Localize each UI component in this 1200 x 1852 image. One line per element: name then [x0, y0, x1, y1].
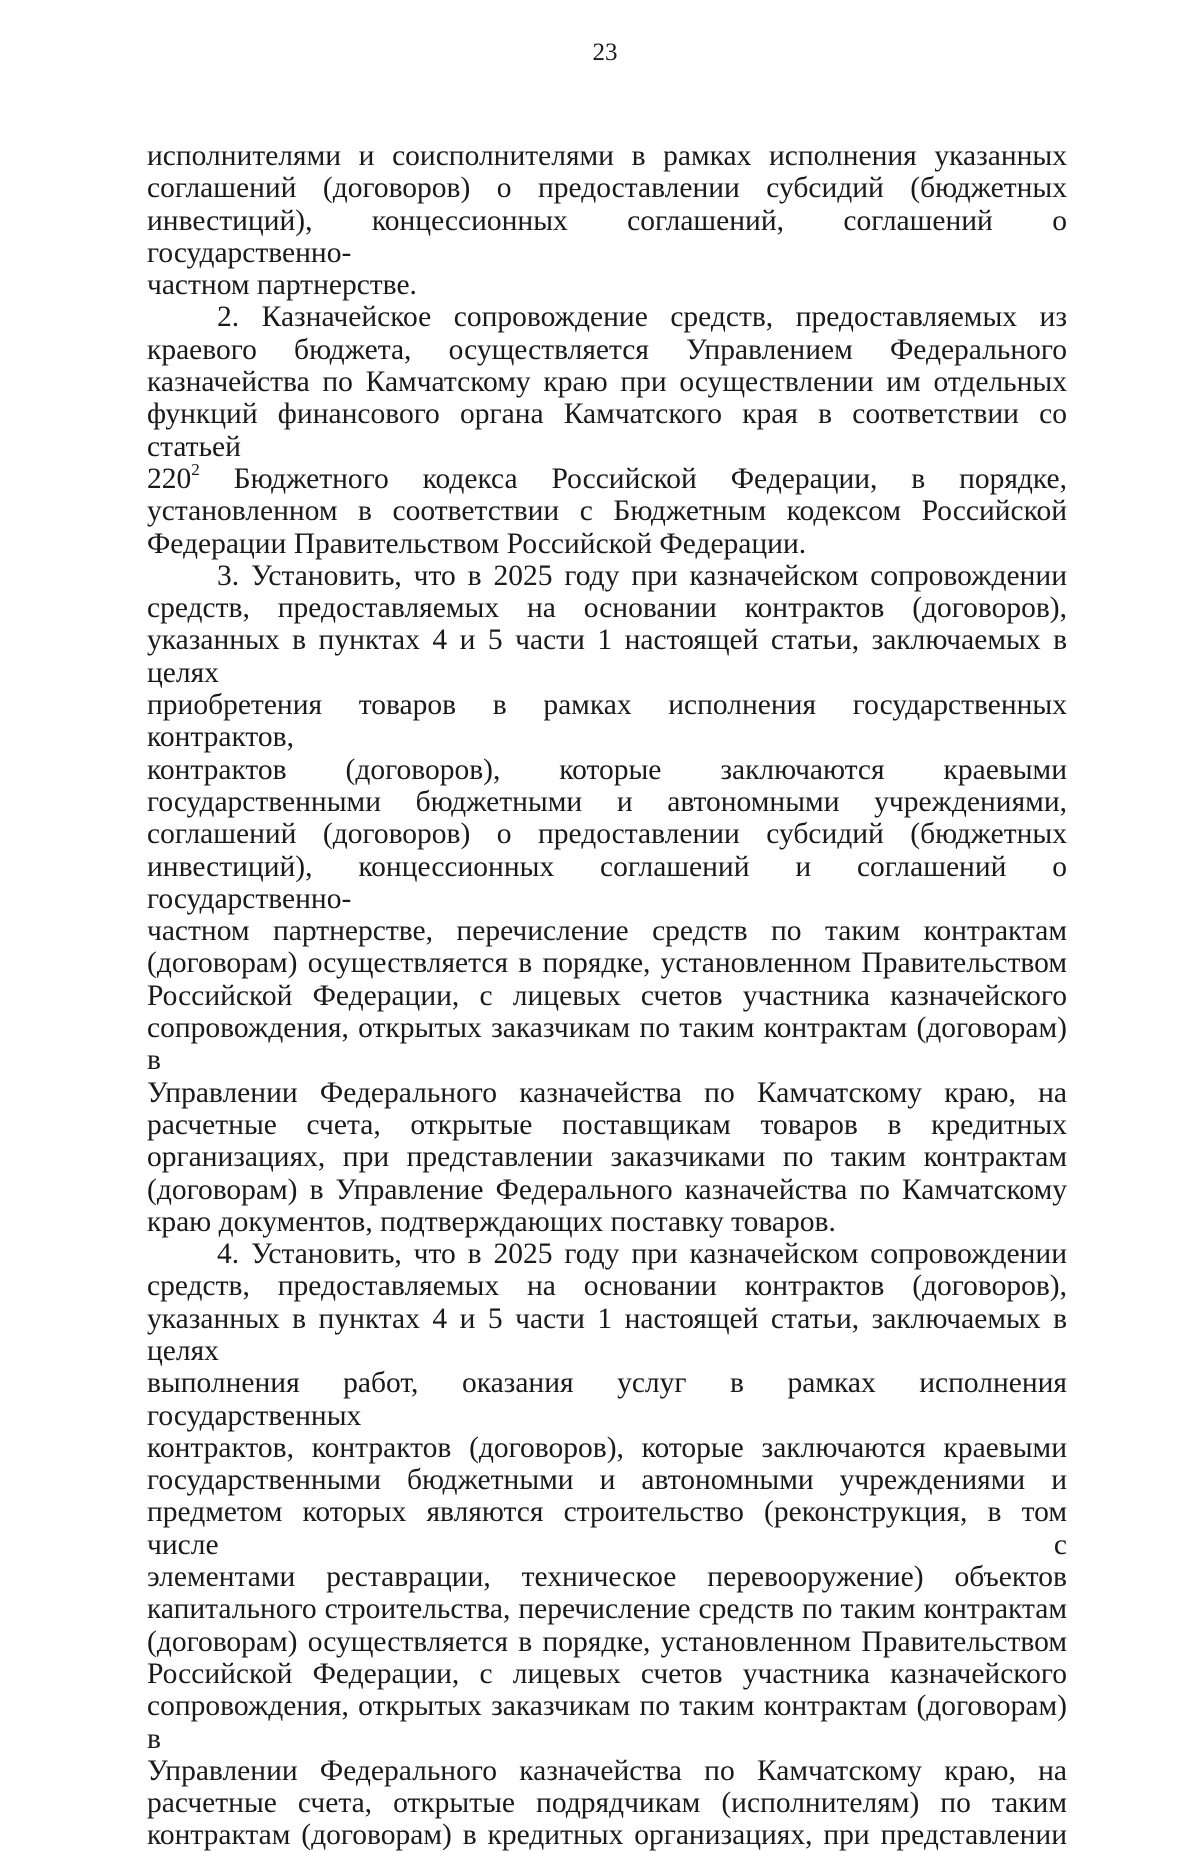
text-line: Управлении Федерального казначейства по Камчатскому краю, на [147, 1076, 1067, 1109]
text-line: 2. Казначейское сопровождение средств, предоставляемых из [217, 301, 1067, 334]
text-line: инвестиций), концессионных соглашений, соглашений о государственно- [147, 204, 1067, 269]
paragraph-3 [147, 560, 1067, 1238]
text-line: частном партнерстве, перечисление средств по таким контрактам [147, 915, 1067, 948]
article-superscript: 2 [191, 460, 200, 480]
text-line: установленном в соответствии с Бюджетным кодексом Российской [147, 495, 1067, 528]
page-number: 23 [592, 39, 618, 66]
text-line: расчетные счета, открытые подрядчикам (исполнителям) по таким [147, 1787, 1067, 1820]
text-line: соглашений (договоров) о предоставлении субсидий (бюджетных [147, 818, 1067, 851]
article-number: 220 [147, 462, 192, 495]
text-line: средств, предоставляемых на основании контрактов (договоров), [147, 592, 1067, 625]
text-line: Управлении Федерального казначейства по Камчатскому краю, на [147, 1754, 1067, 1787]
text-line: функций финансового органа Камчатского края в соответствии со статьей [147, 398, 1067, 463]
text-line: соглашений (договоров) о предоставлении субсидий (бюджетных [147, 172, 1067, 205]
text-line: элементами реставрации, техническое перевооружение) объектов [147, 1561, 1067, 1594]
text-line: казначейства по Камчатскому краю при осуществлении им отдельных [147, 366, 1067, 399]
text-line: капитального строительства, перечисление средств по таким контрактам [147, 1593, 1067, 1626]
text-line: государственными бюджетными и автономными учреждениями, [147, 785, 1067, 818]
text-line: контрактам (договорам) в кредитных организациях, при представлении [147, 1819, 1067, 1852]
text-line: контрактов, контрактов (договоров), которые заключаются краевыми [147, 1431, 1067, 1464]
text-line-with-article [147, 460, 1067, 495]
document-body [147, 140, 1067, 1852]
text-line: Российской Федерации, с лицевых счетов участника казначейского [147, 979, 1067, 1012]
text-line: указанных в пунктах 4 и 5 части 1 настоящей статьи, заключаемых в целях [147, 624, 1067, 689]
text-line: сопровождения, открытых заказчикам по таким контрактам (договорам) в [147, 1690, 1067, 1755]
text-line: (договорам) осуществляется в порядке, установленном Правительством [147, 1625, 1067, 1658]
text-line: средств, предоставляемых на основании контрактов (договоров), [147, 1270, 1067, 1303]
paragraph-continuation [147, 140, 1067, 301]
text-line: 3. Установить, что в 2025 году при казначейском сопровождении [217, 559, 1067, 592]
text-line: расчетные счета, открытые поставщикам товаров в кредитных [147, 1108, 1067, 1141]
text-line: (договорам) в Управление Федерального казначейства по Камчатскому [147, 1173, 1067, 1206]
text-line: 4. Установить, что в 2025 году при казначейском сопровождении [217, 1238, 1067, 1271]
text-line: сопровождения, открытых заказчикам по таким контрактам (договорам) в [147, 1012, 1067, 1077]
text-line: (договорам) осуществляется в порядке, установленном Правительством [147, 947, 1067, 980]
text-line: указанных в пунктах 4 и 5 части 1 настоящей статьи, заключаемых в целях [147, 1302, 1067, 1367]
text-line: инвестиций), концессионных соглашений и соглашений о государственно- [147, 850, 1067, 915]
text-line-rest: Бюджетного кодекса Российской Федерации, в порядке, [233, 462, 1067, 495]
text-line: контрактов (договоров), которые заключаются краевыми [147, 753, 1067, 786]
paragraph-4 [147, 1238, 1067, 1852]
text-line: краевого бюджета, осуществляется Управлением Федерального [147, 333, 1067, 366]
text-line: выполнения работ, оказания услуг в рамках исполнения государственных [147, 1367, 1067, 1432]
text-line: исполнителями и соисполнителями в рамках исполнения указанных [147, 140, 1067, 172]
text-line: государственными бюджетными и автономными учреждениями и [147, 1464, 1067, 1497]
paragraph-2 [147, 301, 1067, 559]
text-line: Федерации Правительством Российской Федерации. [147, 527, 807, 560]
text-line: приобретения товаров в рамках исполнения государственных контрактов, [147, 689, 1067, 754]
text-line: краю документов, подтверждающих поставку товаров. [147, 1205, 836, 1238]
text-line: предметом которых являются строительство (реконструкция, в том числе с [147, 1496, 1067, 1561]
text-line: частном партнерстве. [147, 269, 417, 302]
text-line: Российской Федерации, с лицевых счетов участника казначейского [147, 1657, 1067, 1690]
text-line: организациях, при представлении заказчиками по таким контрактам [147, 1141, 1067, 1174]
